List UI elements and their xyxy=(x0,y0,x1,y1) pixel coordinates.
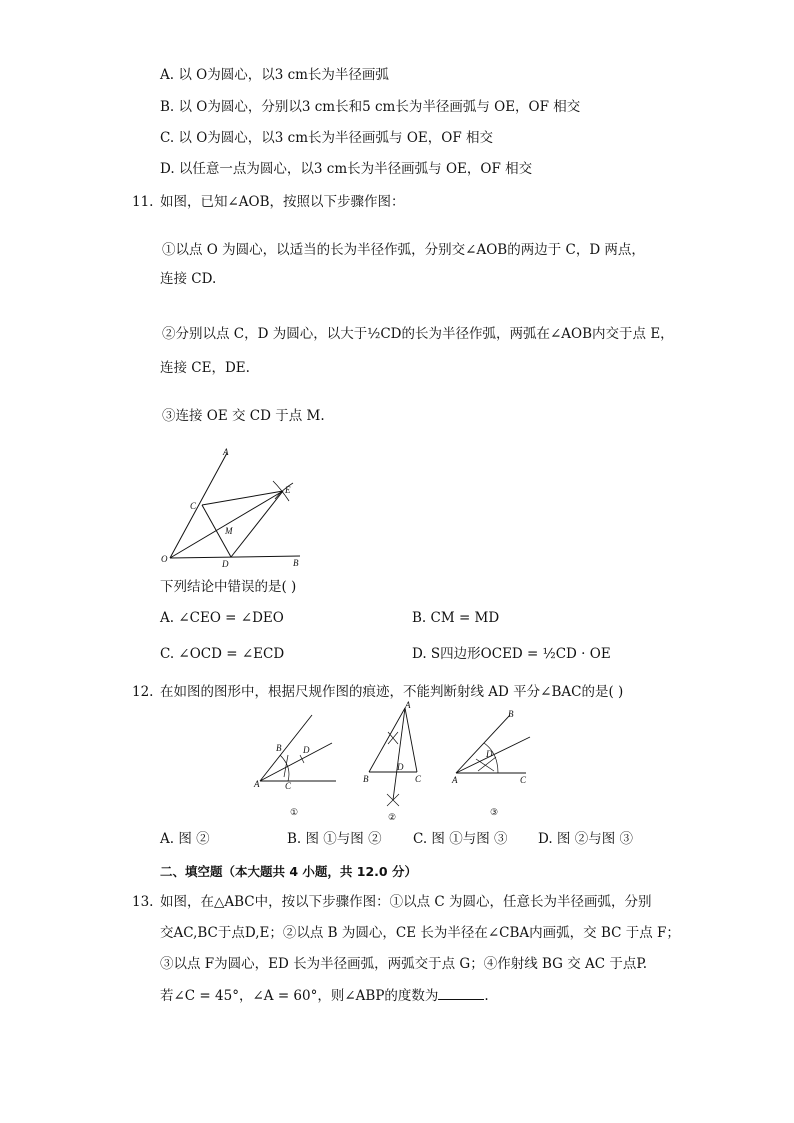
q11-option-c: C. ∠OCD = ∠ECD xyxy=(160,646,285,662)
q12-option-c: C. 图 ①与图 ③ xyxy=(413,831,508,847)
svg-text:D: D xyxy=(397,762,404,772)
q13-line4-text: 若∠C = 45°，∠A = 60°，则∠ABP的度数为 xyxy=(160,988,439,1004)
q10-option-b: B. 以 O为圆心，分别以3 cm长和5 cm长为半径画弧与 OE，OF 相交 xyxy=(160,99,581,115)
svg-text:D: D xyxy=(303,745,310,755)
q11-label-c: C xyxy=(190,501,197,511)
q13-line1: 如图，在△ABC中，按以下步骤作图：①以点 C 为圆心，任意长为半径画弧，分别 xyxy=(160,894,652,910)
q10-option-c: C. 以 O为圆心，以3 cm长为半径画弧与 OE，OF 相交 xyxy=(160,130,493,146)
svg-text:C: C xyxy=(285,781,292,791)
svg-text:A: A xyxy=(254,779,260,789)
q11-option-d: D. S四边形OCED = ½CD · OE xyxy=(412,646,611,662)
section-fill-in-title: 二、填空题（本大题共 4 小题，共 12.0 分） xyxy=(160,864,417,879)
q10-option-a: A. 以 O为圆心，以3 cm长为半径画弧 xyxy=(160,67,389,83)
q11-step1-line2: 连接 CD. xyxy=(160,271,217,287)
q11-step3: ③连接 OE 交 CD 于点 M. xyxy=(162,408,325,424)
q11-label-a: A xyxy=(223,447,229,457)
q11-intro: 如图，已知∠AOB，按照以下步骤作图： xyxy=(160,194,405,210)
q11-step1-line1: ①以点 O 为圆心，以适当的长为半径作弧，分别交∠AOB的两边于 C，D 两点， xyxy=(162,242,645,258)
svg-text:C: C xyxy=(520,775,527,785)
q11-label-m: M xyxy=(225,526,233,536)
q11-label-o: O xyxy=(161,554,168,564)
q11-step2-line2: 连接 CE，DE. xyxy=(160,360,250,376)
answer-blank[interactable] xyxy=(438,987,484,1000)
q11-option-a: A. ∠CEO = ∠DEO xyxy=(160,610,284,626)
q13-line4 xyxy=(160,987,489,1005)
q13-number: 13. xyxy=(132,894,154,910)
svg-text:C: C xyxy=(415,774,422,784)
q11-option-b: B. CM = MD xyxy=(412,610,500,626)
q11-label-e: E xyxy=(285,485,291,495)
q12-figure-3 xyxy=(448,705,538,820)
q12-option-d: D. 图 ②与图 ③ xyxy=(538,831,634,847)
svg-text:B: B xyxy=(508,709,514,719)
q12-number: 12. xyxy=(132,684,154,700)
q12-option-a: A. 图 ② xyxy=(160,831,210,847)
q11-step2-line1: ②分别以点 C，D 为圆心，以大于½CD的长为半径作弧，两弧在∠AOB内交于点 E， xyxy=(162,326,674,342)
q11-label-b: B xyxy=(293,558,299,568)
svg-text:A: A xyxy=(452,775,458,785)
q12-text: 在如图的图形中，根据尺规作图的痕迹，不能判断射线 AD 平分∠BAC的是( ) xyxy=(160,684,624,700)
q10-option-d: D. 以任意一点为圆心，以3 cm长为半径画弧与 OE，OF 相交 xyxy=(160,161,533,177)
svg-text:B: B xyxy=(363,774,369,784)
q12-figure-1 xyxy=(250,705,340,820)
svg-text:A: A xyxy=(405,700,411,710)
q12-option-b: B. 图 ①与图 ② xyxy=(287,831,382,847)
q13-line4-period: . xyxy=(484,988,489,1004)
q12-figure-2 xyxy=(355,700,435,820)
q11-angle-construction-figure xyxy=(155,445,315,575)
svg-text:D: D xyxy=(486,749,493,759)
q12-fig1-caption: ① xyxy=(290,807,299,817)
q11-question: 下列结论中错误的是( ) xyxy=(160,579,297,595)
q13-line2: 交AC,BC于点D,E；②以点 B 为圆心，CE 长为半径在∠CBA内画弧，交 BC 于点 F； xyxy=(160,925,680,941)
svg-text:B: B xyxy=(276,743,282,753)
q13-line3: ③以点 F为圆心，ED 长为半径画弧，两弧交于点 G；④作射线 BG 交 AC 于点P. xyxy=(160,956,648,972)
q11-number: 11. xyxy=(132,194,154,210)
q11-label-d: D xyxy=(222,559,229,569)
q12-fig3-caption: ③ xyxy=(490,807,499,817)
q12-fig2-caption: ② xyxy=(388,812,397,820)
